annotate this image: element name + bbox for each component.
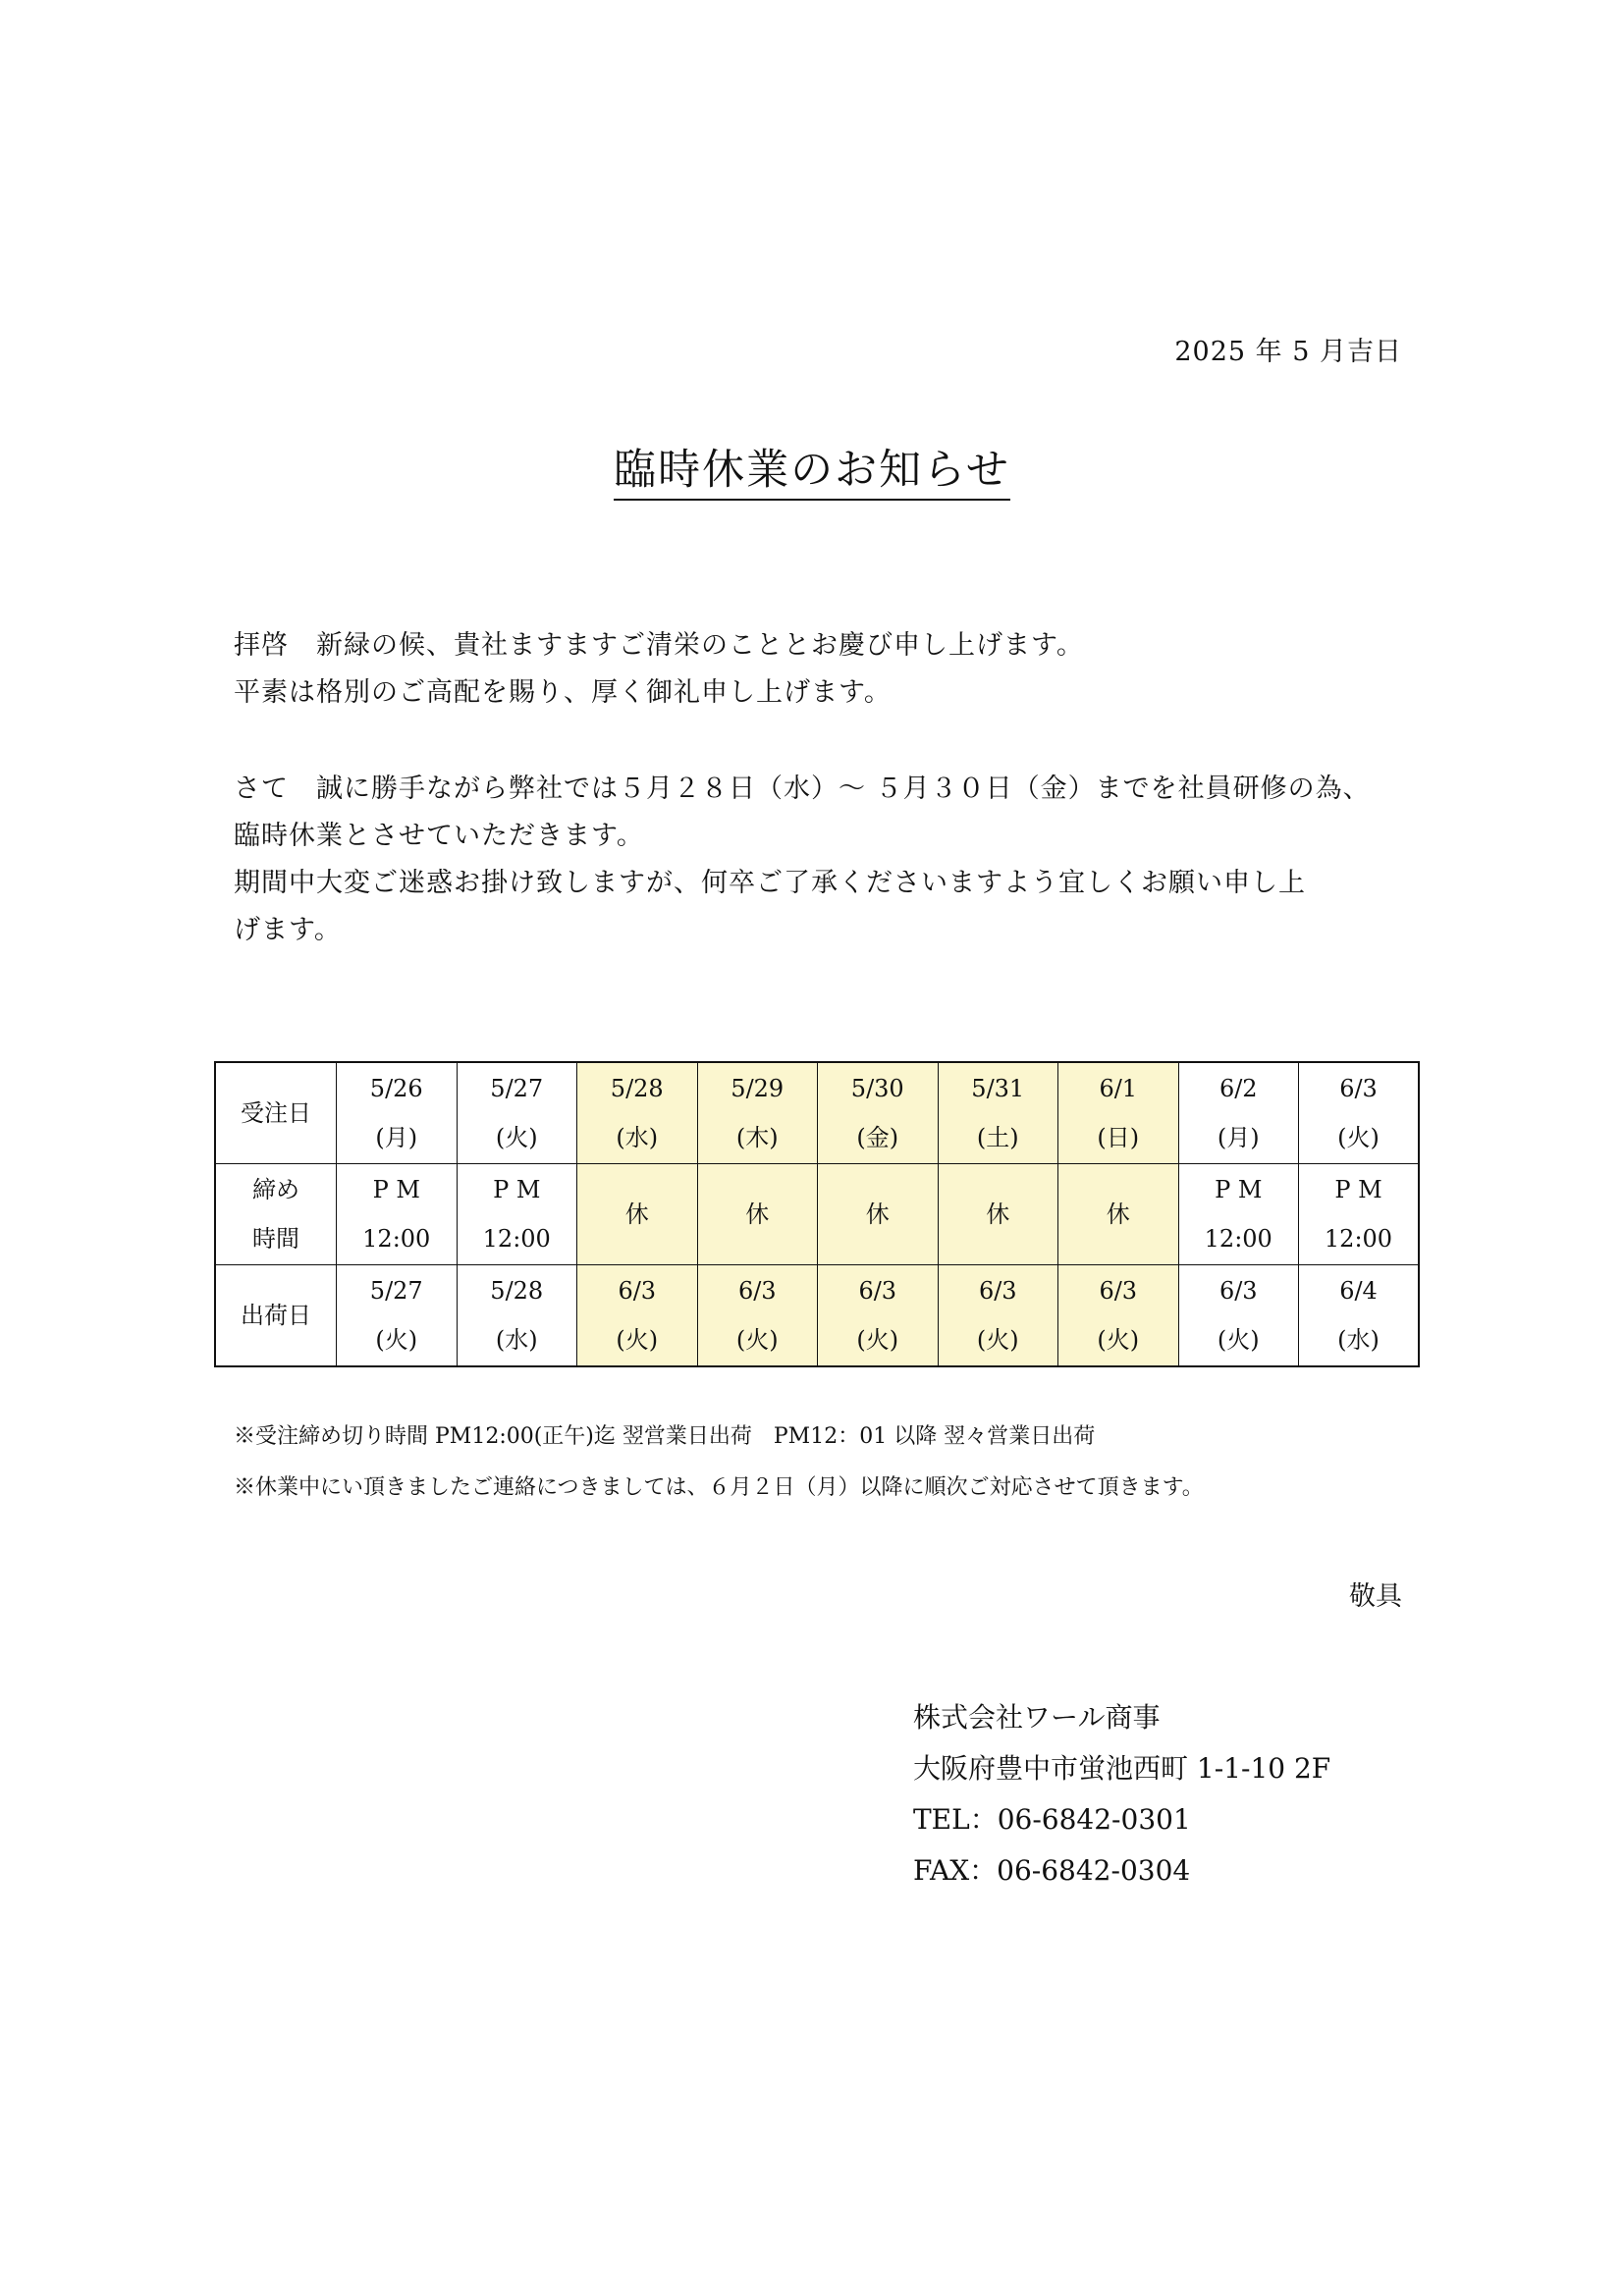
order-date-cell-line: 6/3: [1339, 1075, 1378, 1102]
deadline-cell: [818, 1164, 939, 1265]
notice-line: 期間中大変ご迷惑お掛け致しますが、何卒ご了承くださいますよう宜しくお願い申し上: [234, 868, 1306, 898]
ship-date-cell-line: (火): [1217, 1326, 1260, 1354]
deadline-cell: [457, 1164, 577, 1265]
order-date-cell-line: 5/26: [369, 1075, 423, 1102]
deadline-header-line: 時間: [252, 1225, 299, 1253]
deadline-cell: [1058, 1164, 1179, 1265]
notice-line: さて 誠に勝手ながら弊社では５月２８日（水）～ ５月３０日（金）までを社員研修の為、: [234, 774, 1371, 804]
ship-date-cell-line: 6/3: [1099, 1277, 1138, 1305]
order-date-cell-line: (火): [1337, 1124, 1380, 1151]
note-line: ※休業中にい頂きましたご連絡につきましては、６月２日（月）以降に順次ご対応させて頂きます。: [234, 1475, 1204, 1500]
ship-date-row: [215, 1265, 1419, 1367]
notes: [234, 1412, 1204, 1514]
deadline-header-line: 締め: [252, 1176, 299, 1203]
ship-date-cell: [1178, 1265, 1299, 1367]
ship-date-cell-line: (水): [495, 1326, 538, 1354]
deadline-cell-line: 休: [1106, 1201, 1130, 1228]
greeting-paragraph: [234, 622, 1412, 717]
deadline-row: [215, 1164, 1419, 1265]
deadline-cell: [577, 1164, 698, 1265]
page-title: [0, 437, 1624, 497]
order-date-row: [215, 1062, 1419, 1164]
deadline-cell-line: 休: [986, 1201, 1010, 1228]
order-date-cell: [1058, 1062, 1179, 1164]
company-address: 大阪府豊中市蛍池西町 1-1-10 2F: [913, 1752, 1331, 1785]
ship-date-cell-line: 6/3: [978, 1277, 1017, 1305]
deadline-cell-line: P M: [1215, 1176, 1263, 1203]
ship-date-cell-line: (火): [616, 1326, 659, 1354]
order-date-cell: [1178, 1062, 1299, 1164]
ship-date-header: 出荷日: [215, 1265, 337, 1367]
note-line: ※受注締め切り時間 PM12:00(正午)迄 翌営業日出荷 PM12：01 以降 翌々営業日出荷: [234, 1424, 1096, 1449]
order-date-cell: [1299, 1062, 1420, 1164]
order-date-cell: [337, 1062, 458, 1164]
ship-date-cell-line: (火): [1097, 1326, 1140, 1354]
deadline-cell-line: 12:00: [482, 1225, 551, 1253]
deadline-cell: [697, 1164, 818, 1265]
order-date-cell-line: (火): [495, 1124, 538, 1151]
ship-date-cell: [818, 1265, 939, 1367]
deadline-cell: [337, 1164, 458, 1265]
company-name: 株式会社ワール商事: [913, 1701, 1161, 1734]
deadline-cell: [1299, 1164, 1420, 1265]
ship-date-cell-line: (火): [735, 1326, 779, 1354]
issue-date: 2025 年 5 月吉日: [1174, 337, 1402, 367]
notice-paragraph: [234, 766, 1412, 954]
deadline-cell-line: 12:00: [1204, 1225, 1272, 1253]
ship-date-cell: [1299, 1265, 1420, 1367]
ship-date-cell-line: 6/4: [1339, 1277, 1378, 1305]
ship-date-cell-line: (火): [375, 1326, 418, 1354]
greeting-line: 拝啓 新緑の候、貴社ますますご清栄のこととお慶び申し上げます。: [234, 630, 1084, 661]
deadline-cell-line: 休: [624, 1201, 649, 1228]
ship-date-cell: [577, 1265, 698, 1367]
deadline-header: [215, 1164, 337, 1265]
notice-line: げます。: [234, 915, 342, 945]
ship-date-cell-line: 5/28: [490, 1277, 544, 1305]
greeting-line: 平素は格別のご高配を賜り、厚く御礼申し上げます。: [234, 677, 892, 708]
order-date-cell: [818, 1062, 939, 1164]
ship-date-cell: [938, 1265, 1058, 1367]
order-date-cell-line: 6/1: [1099, 1075, 1138, 1102]
order-date-header: 受注日: [215, 1062, 337, 1164]
company-info: [913, 1692, 1330, 1896]
ship-date-cell-line: 6/3: [737, 1277, 777, 1305]
ship-date-cell: [697, 1265, 818, 1367]
order-date-cell-line: (水): [616, 1124, 659, 1151]
deadline-cell-line: P M: [372, 1176, 420, 1203]
order-date-cell-line: 5/28: [610, 1075, 664, 1102]
order-date-cell-line: (月): [1217, 1124, 1260, 1151]
deadline-cell: [1178, 1164, 1299, 1265]
ship-date-cell-line: (水): [1337, 1326, 1380, 1354]
company-tel: TEL：06-6842-0301: [913, 1803, 1191, 1836]
page-title-text: 臨時休業のお知らせ: [614, 446, 1010, 501]
deadline-cell: [938, 1164, 1058, 1265]
ship-date-cell-line: 6/3: [858, 1277, 897, 1305]
deadline-cell-line: 12:00: [1324, 1225, 1393, 1253]
deadline-cell-line: 休: [745, 1201, 770, 1228]
order-date-cell: [938, 1062, 1058, 1164]
deadline-cell-line: 12:00: [362, 1225, 431, 1253]
order-date-cell-line: (日): [1097, 1124, 1140, 1151]
ship-date-cell-line: 6/3: [618, 1277, 657, 1305]
order-date-cell-line: (月): [375, 1124, 418, 1151]
company-fax: FAX：06-6842-0304: [913, 1854, 1191, 1887]
ship-date-cell-line: (火): [976, 1326, 1019, 1354]
ship-date-cell: [1058, 1265, 1179, 1367]
order-date-cell-line: (金): [856, 1124, 899, 1151]
deadline-cell-line: P M: [1334, 1176, 1382, 1203]
order-date-cell-line: (木): [735, 1124, 779, 1151]
ship-date-cell-line: 5/27: [369, 1277, 423, 1305]
deadline-cell-line: P M: [493, 1176, 541, 1203]
deadline-cell-line: 休: [865, 1201, 890, 1228]
order-date-cell: [697, 1062, 818, 1164]
ship-date-cell: [337, 1265, 458, 1367]
ship-date-cell-line: (火): [856, 1326, 899, 1354]
notice-line: 臨時休業とさせていただきます。: [234, 821, 644, 851]
ship-date-cell-line: 6/3: [1218, 1277, 1258, 1305]
order-date-cell-line: 5/29: [731, 1075, 785, 1102]
order-date-cell: [457, 1062, 577, 1164]
closing-word: 敬具: [1349, 1581, 1402, 1612]
order-date-cell-line: 5/30: [850, 1075, 904, 1102]
order-date-cell-line: (土): [976, 1124, 1019, 1151]
shipping-schedule-table: [214, 1061, 1420, 1367]
order-date-cell-line: 6/2: [1218, 1075, 1258, 1102]
order-date-cell: [577, 1062, 698, 1164]
ship-date-cell: [457, 1265, 577, 1367]
order-date-cell-line: 5/27: [490, 1075, 544, 1102]
order-date-cell-line: 5/31: [971, 1075, 1025, 1102]
